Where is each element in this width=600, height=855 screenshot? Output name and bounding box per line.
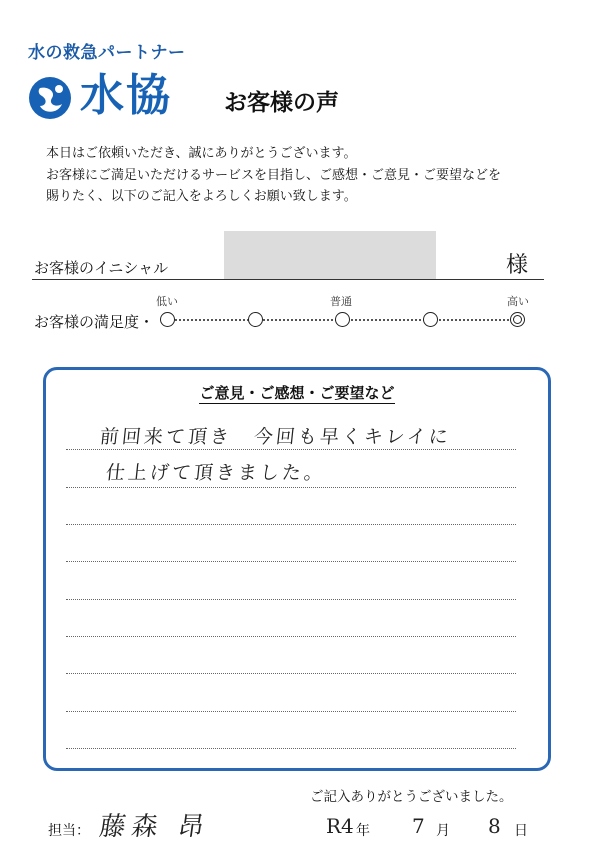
satisfaction-option-4[interactable] (423, 312, 438, 327)
initial-redacted-box (224, 231, 436, 279)
comment-rule (66, 487, 516, 488)
intro-text (46, 143, 566, 208)
date-year-unit: 年 (356, 823, 370, 839)
satisfaction-option-2[interactable] (248, 312, 263, 327)
date-year: R4 (326, 814, 354, 838)
comment-box-title-text: ご意見・ご感想・ご要望など (199, 384, 395, 402)
staff-label: 担当： (48, 823, 90, 839)
intro-line: 本日はご依頼いただき、誠にありがとうございます。 (46, 146, 357, 161)
intro-line: 賜りたく、以下のご記入をよろしくお願い致します。 (46, 189, 357, 204)
comment-rule (66, 599, 516, 600)
comment-rule (66, 636, 516, 637)
comment-rule (66, 748, 516, 749)
staff-name: 藤森 昂 (97, 812, 213, 842)
comment-rule (66, 711, 516, 712)
scale-mid-label: 普通 (330, 295, 352, 308)
satisfaction-option-3[interactable] (335, 312, 350, 327)
comment-rule (66, 449, 516, 450)
tagline: 水の救急パートナー (28, 43, 186, 63)
water-drop-logo-icon (26, 74, 74, 122)
comment-rule (66, 561, 516, 562)
initial-label: お客様のイニシャル (34, 259, 169, 277)
satisfaction-label: お客様の満足度・ (34, 313, 155, 331)
initial-underline (32, 279, 544, 280)
comment-box-title (43, 382, 551, 403)
satisfaction-label-text: お客様の満足度 (34, 313, 140, 331)
handwritten-comment-line: 仕上げて頂きました。 (104, 462, 328, 484)
handwritten-comment-line: 前回来て頂き 今回も早くキレイに (98, 426, 452, 448)
satisfaction-option-5-selected[interactable] (510, 312, 525, 327)
date-day: 8 (488, 814, 501, 838)
date-month: 7 (412, 814, 425, 838)
thanks-text: ご記入ありがとうございました。 (310, 789, 513, 805)
intro-line: お客様にご満足いただけるサービスを目指し、ご感想・ご意見・ご要望などを (46, 167, 502, 183)
date-month-unit: 月 (436, 823, 450, 839)
comment-rule (66, 673, 516, 674)
page-title: お客様の声 (224, 90, 339, 116)
satisfaction-option-1[interactable] (160, 312, 175, 327)
date-day-unit: 日 (514, 823, 528, 839)
honorific: 様 (506, 253, 529, 278)
comment-rule (66, 524, 516, 525)
logo-text: 水協 (80, 70, 172, 121)
scale-high-label: 高い (507, 295, 529, 308)
scale-low-label: 低い (156, 295, 178, 308)
